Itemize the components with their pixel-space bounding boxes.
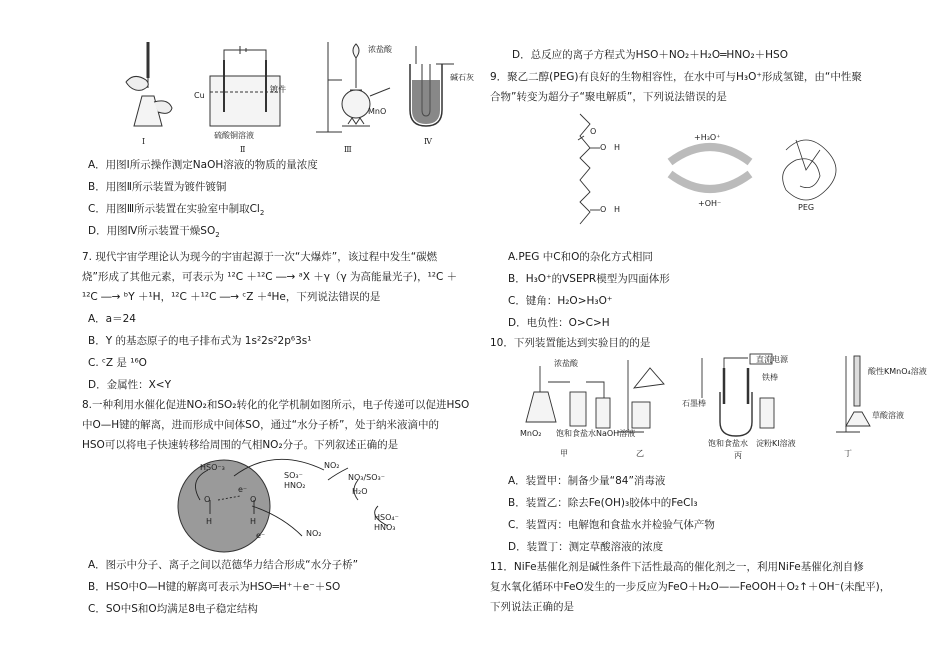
fig-iv-numeral: Ⅳ: [424, 137, 432, 146]
q10-apparatus-figure: [500, 352, 927, 462]
plus-oh-label: +OH⁻: [698, 199, 722, 208]
q8-mechanism-figure: [178, 456, 438, 556]
q7-line-3: ¹²C ―→ ᵇY ＋¹H，¹²C ＋¹²C ―→ ᶜZ ＋⁴He，下列说法错误的是: [82, 291, 381, 303]
electron-label: e⁻: [238, 485, 248, 494]
q8-option-b: B．HSO中O—H键的解离可表示为HSO═H⁺＋e⁻＋SO: [88, 581, 341, 593]
right-column: [490, 0, 927, 670]
bing-ki-label: 淀粉KI溶液: [756, 439, 796, 448]
plus-h3o-label: +H₃O⁺: [694, 133, 721, 142]
caption-bing: 丙: [734, 451, 742, 460]
peg-o-label-1: O: [590, 127, 597, 136]
peg-o-label-3: O: [600, 205, 607, 214]
q6-option-d: D．用图Ⅳ所示装置干燥$SO_2$: [88, 225, 220, 240]
cycle-arrow-top: [670, 147, 750, 162]
hno3-label: HNO₃: [374, 523, 396, 532]
q9-option-a: A.PEG 中C和O的杂化方式相同: [508, 251, 653, 263]
fig-ii-solution-label: 硫酸铜溶液: [214, 131, 254, 140]
q7-line-1: 7. 现代宇宙学理论认为现今的宇宙起源于一次“大爆炸”，该过程中发生“碳燃: [82, 251, 438, 263]
fig-iv-lime-label: 碱石灰: [450, 73, 474, 82]
cycle-arrow-bottom: [670, 174, 750, 189]
q9-line-1: 9．聚乙二醇(PEG)有良好的生物相容性，在水中可与H₃O⁺形成氢键，由“中性聚: [490, 71, 862, 83]
fig-iii-numeral: Ⅲ: [344, 145, 352, 154]
q8-option-a: A．图示中分子、离子之间以范德华力结合形成“水分子桥”: [88, 559, 359, 571]
q6-option-b: B．用图Ⅱ所示装置为镀件镀铜: [88, 181, 227, 193]
q9-option-b: B．H₃O⁺的VSEPR模型为四面体形: [508, 273, 670, 285]
q9-option-c: C．键角：H₂O>H₃O⁺: [508, 295, 613, 307]
fig-i-titration: [126, 42, 172, 146]
h2o-label: H₂O: [352, 487, 368, 496]
q10-apparatus-svg: [500, 352, 927, 462]
q7-option-b: B．Y 的基态原子的电子排布式为 1s²2s²2p⁶3s¹: [88, 335, 312, 347]
q9-option-d: D．电负性：O>C>H: [508, 317, 610, 329]
caption-yi: 乙: [636, 449, 644, 458]
no2-bottom-label: NO₂: [306, 529, 322, 538]
q11-line-3: 下列说法正确的是: [490, 601, 574, 613]
q11-line-2: 复水氧化循环中FeO发生的一步反应为FeO＋H₂O——FeOOH＋O₂↑＋OH⁻(未配平)，: [490, 581, 891, 593]
hso3-label: HSO⁻₃: [200, 463, 225, 472]
peg-coil: [783, 140, 836, 200]
q9-peg-figure: [560, 110, 890, 240]
fig-ii-plating-label: 镀件: [270, 85, 286, 94]
fig-iii-mno2-label: MnO: [368, 107, 387, 116]
q8-line-1: 8.一种利用水催化促进NO₂和SO₂转化的化学机制如图所示，电子传递可以促进HSO: [82, 399, 470, 411]
hydrogen-label-2: H: [250, 517, 257, 526]
peg-h-label-2: H: [614, 205, 621, 214]
q7-line-2: 烧”形成了其他元素，可表示为 ¹²C ＋¹²C ―→ ᵃX ＋γ（γ 为高能量光子)，¹²C ＋: [82, 271, 458, 283]
q7-option-a: A．a＝24: [88, 313, 136, 325]
bing-dc-label: 直流电源: [756, 355, 788, 364]
fig-ii-electroplating: [194, 46, 286, 154]
q6-apparatus-figure: [110, 40, 490, 158]
q10-option-c: C．装置丙：电解饱和食盐水并检验气体产物: [508, 519, 715, 531]
q8-line-2: 中O—H键的解离，进而形成中间体SO，通过“水分子桥”，处于纳米液滴中的: [82, 419, 439, 431]
q7-option-c: C. ᶜZ 是 ¹⁶O: [88, 357, 147, 369]
hydrogen-label: H: [206, 517, 213, 526]
q8-option-c: C．SO中S和O均满足8电子稳定结构: [88, 603, 258, 615]
q9-peg-svg: [560, 110, 890, 240]
fig-i-numeral: Ⅰ: [142, 137, 146, 146]
fig-ii-cu-label: Cu: [194, 91, 205, 100]
q6-option-d-text: D．用图Ⅳ所示装置干燥SO: [88, 225, 216, 237]
peg-o-label-2: O: [600, 143, 607, 152]
no2-top-label: NO₂: [324, 461, 340, 470]
caption-ding: 丁: [844, 449, 852, 458]
ding-kmno4-label: 酸性KMnO₄溶液: [868, 367, 927, 376]
bing-brine-label: 饱和食盐水: [708, 439, 748, 448]
fig-iv-utube: [410, 46, 474, 146]
oxygen-label-2: O: [250, 495, 257, 504]
q6-option-a: A．用图Ⅰ所示操作测定NaOH溶液的物质的量浓度: [88, 159, 318, 171]
q6-option-c-text: C．用图Ⅲ所示装置在实验室中制取Cl: [88, 203, 260, 215]
q8-mechanism-svg: [178, 456, 438, 556]
q11-line-1: 11．NiFe基催化剂是碱性条件下活性最高的催化剂之一，利用NiFe基催化剂自修: [490, 561, 864, 573]
caption-jia: 甲: [560, 449, 568, 458]
bing-graphite-label: 石墨棒: [682, 399, 706, 408]
q9-line-2: 合物”转变为超分子“聚电解质”，下列说法错误的是: [490, 91, 727, 103]
q10-option-a: A．装置甲：制备少量“84”消毒液: [508, 475, 666, 487]
q10-title: 10．下列装置能达到实验目的的是: [490, 337, 651, 349]
peg-h-label-1: H: [614, 143, 621, 152]
left-column: [60, 0, 474, 670]
oxygen-label: O: [204, 495, 211, 504]
electron-label-2: e⁻: [256, 531, 266, 540]
q10-option-d: D．装置丁：测定草酸溶液的浓度: [508, 541, 664, 553]
jia-hcl-label: 浓盐酸: [554, 359, 578, 368]
q8-line-3: HSO可以将电子快速转移给周围的气相NO₂分子。下列叙述正确的是: [82, 439, 399, 451]
ding-oxalic-label: 草酸溶液: [872, 411, 904, 420]
peg-label: PEG: [798, 203, 815, 212]
q6-apparatus-svg: [110, 40, 490, 158]
no3-so3-label: NO₃/SO₃⁻: [348, 473, 385, 482]
q7-option-d: D．金属性：X<Y: [88, 379, 171, 391]
fig-iii-hcl-label: 浓盐酸: [368, 45, 392, 54]
bing-iron-label: 铁棒: [762, 373, 778, 382]
q10-option-b: B．装置乙：除去Fe(OH)₃胶体中的FeCl₃: [508, 497, 698, 509]
hno2-label: HNO₂: [284, 481, 306, 490]
jia-naoh-label: NaOH溶液: [596, 429, 636, 438]
jia-nacl-label: 饱和食盐水: [556, 429, 596, 438]
fig-iii-chlorine: [316, 42, 393, 154]
fig-ii-numeral: Ⅱ: [240, 145, 246, 154]
jia-mno2-label: MnO₂: [520, 429, 542, 438]
hso4-label: HSO₄⁻: [374, 513, 399, 522]
so3-label: SO₃⁻: [284, 471, 303, 480]
q8-option-d: D．总反应的离子方程式为HSO＋NO₂＋H₂O═HNO₂＋HSO: [512, 49, 788, 61]
q6-option-c: C．用图Ⅲ所示装置在实验室中制取$Cl_2$: [88, 203, 265, 218]
